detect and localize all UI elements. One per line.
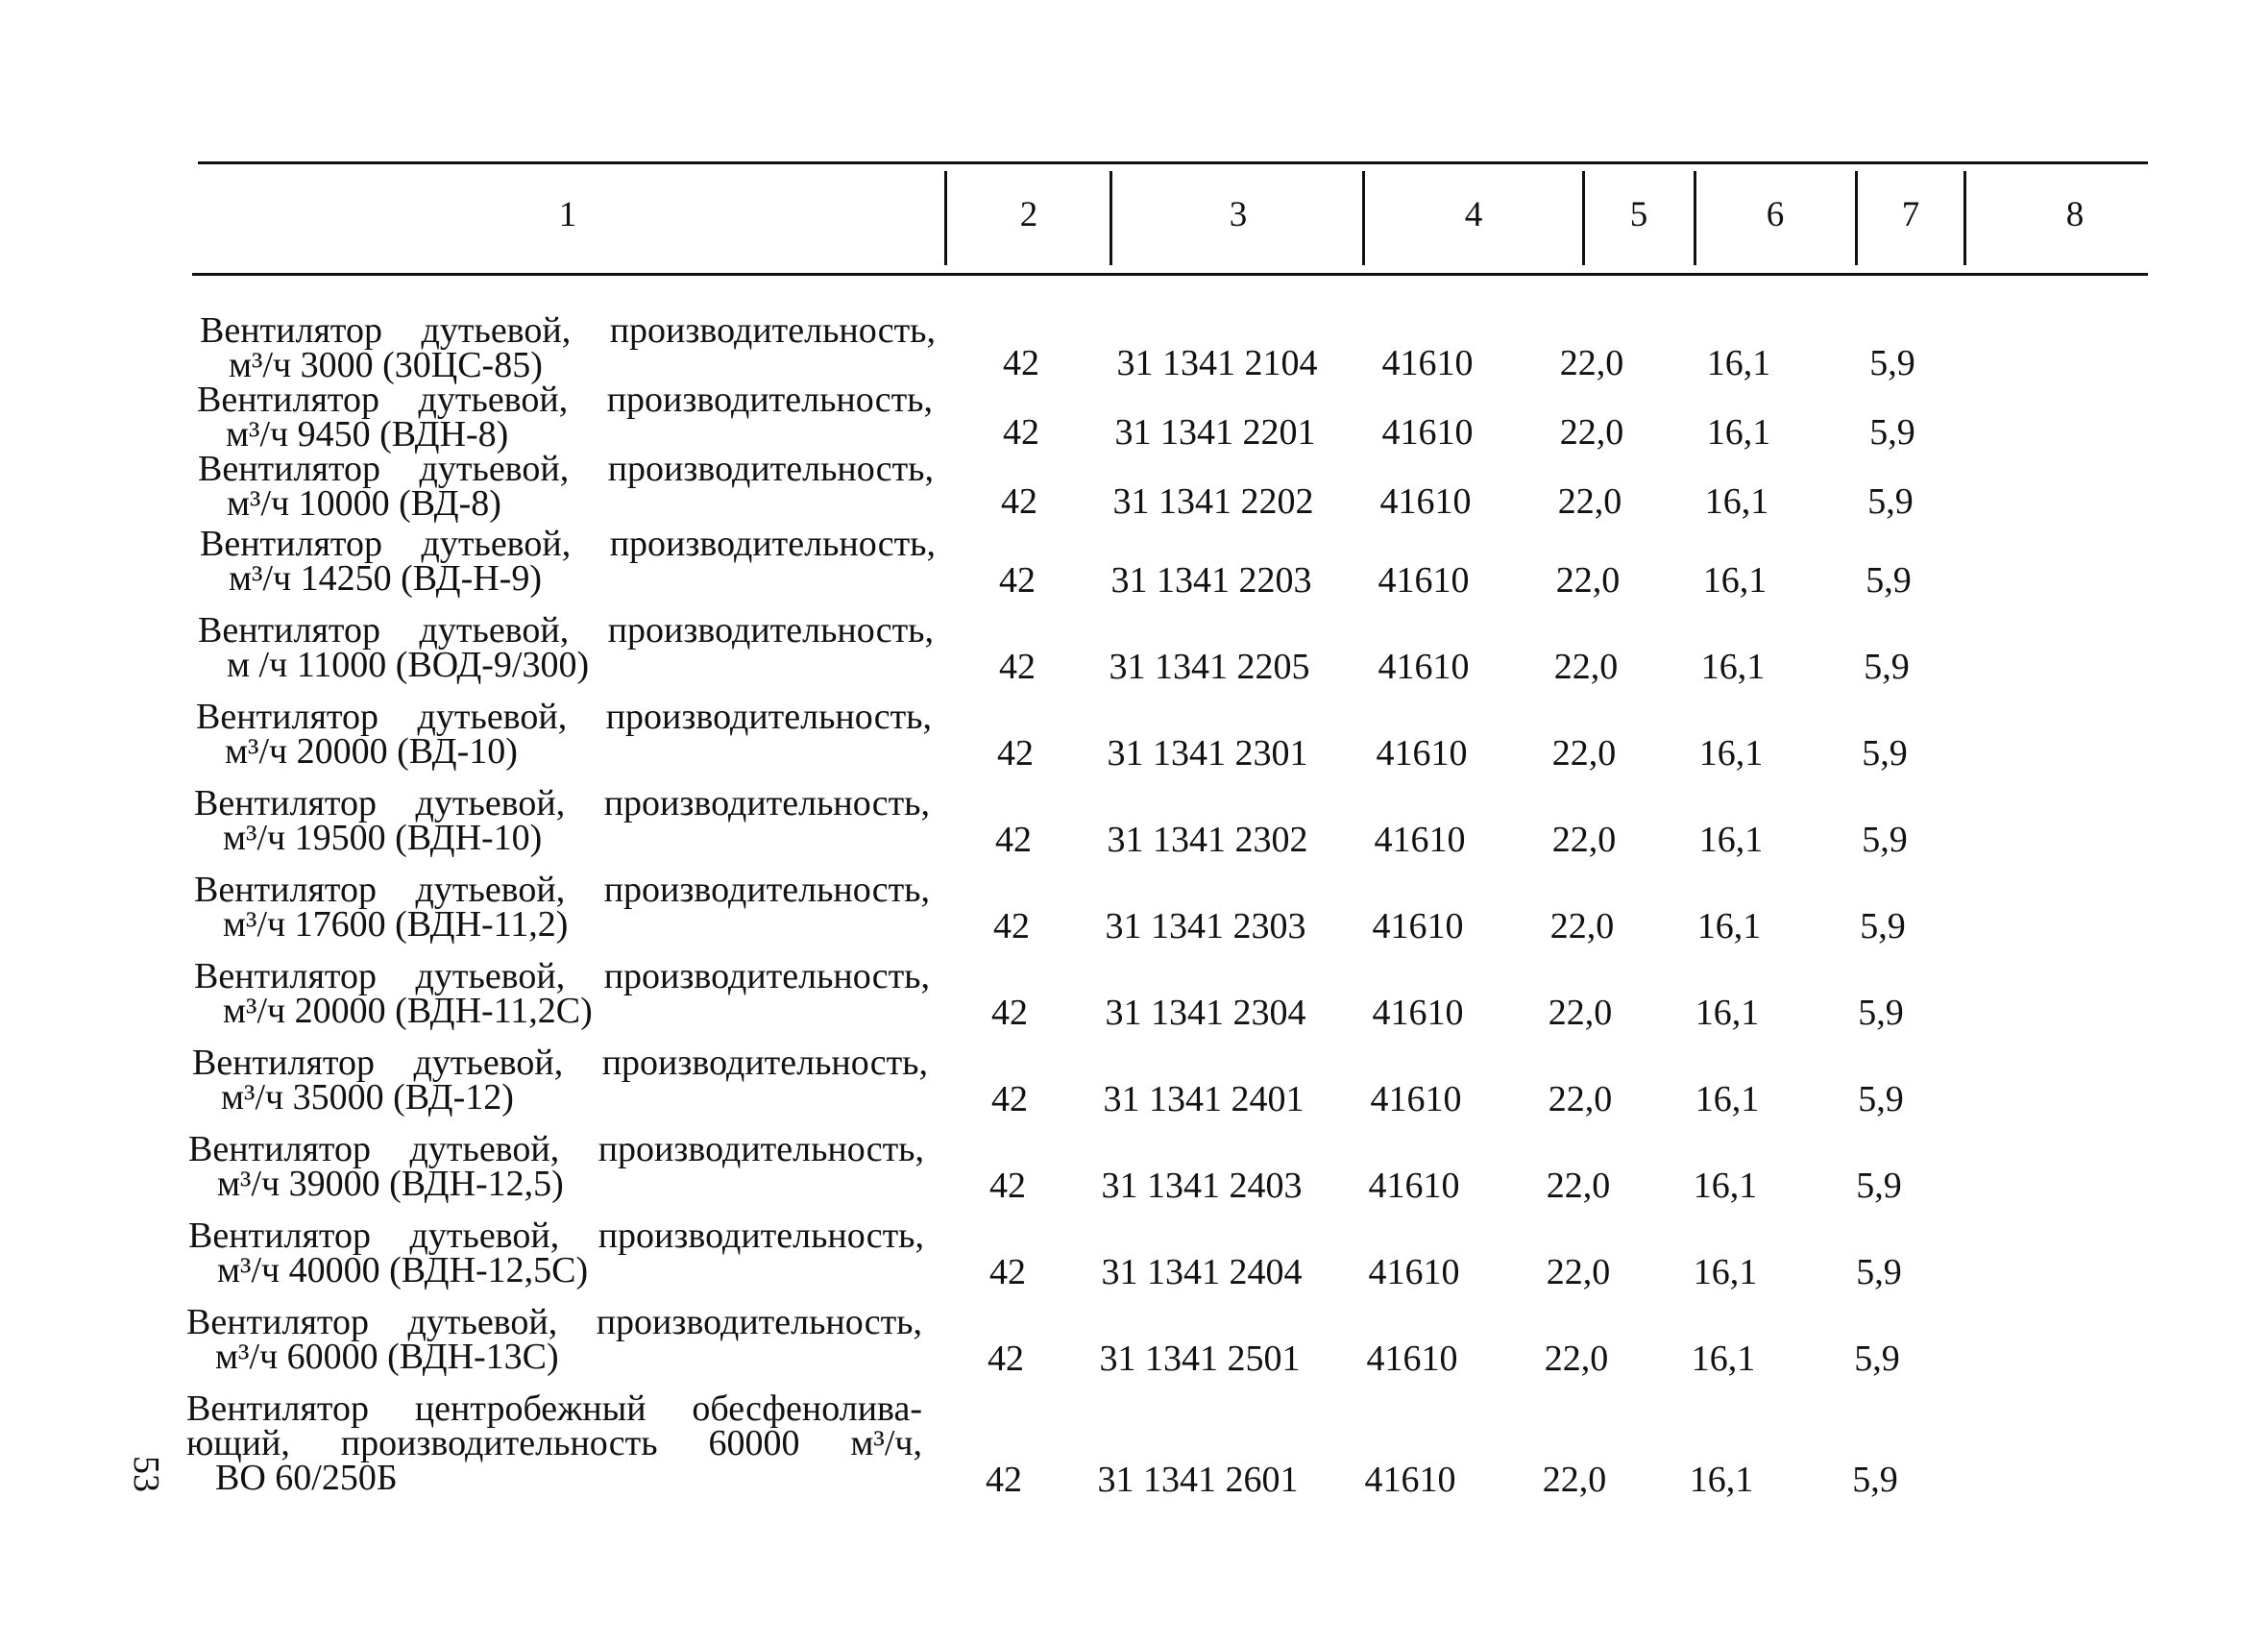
cell-col-3: 31 1341 2201 bbox=[1114, 412, 1316, 453]
name-line: Вентилятор дутьевой, производительность, bbox=[196, 697, 932, 737]
cell-col-2: 42 bbox=[988, 1339, 1024, 1379]
cell-col-7: 5,9 bbox=[1854, 1339, 1900, 1379]
table-top-rule bbox=[198, 161, 2148, 164]
equipment-name bbox=[197, 382, 933, 452]
cell-col-4: 41610 bbox=[1366, 1339, 1458, 1379]
cell-col-6: 16,1 bbox=[1689, 1460, 1754, 1500]
equipment-name bbox=[186, 1388, 922, 1498]
name-line: м³/ч 9450 (ВДН-8) bbox=[226, 414, 509, 454]
cell-col-7: 5,9 bbox=[1862, 820, 1908, 860]
cell-col-2: 42 bbox=[991, 993, 1028, 1033]
name-line: Вентилятор дутьевой, производительность, bbox=[194, 870, 930, 910]
name-line: м /ч 11000 (ВОД-9/300) bbox=[227, 645, 590, 685]
cell-col-6: 16,1 bbox=[1706, 412, 1771, 453]
name-line: Вентилятор центробежный обесфенолива- bbox=[186, 1388, 922, 1429]
cell-col-7: 5,9 bbox=[1856, 1166, 1902, 1206]
cell-col-7: 5,9 bbox=[1864, 647, 1910, 687]
cell-col-4: 41610 bbox=[1372, 993, 1464, 1033]
cell-col-4: 41610 bbox=[1368, 1166, 1460, 1206]
cell-col-2: 42 bbox=[993, 906, 1030, 946]
cell-col-5: 22,0 bbox=[1548, 1079, 1613, 1119]
name-line: м³/ч 19500 (ВДН-10) bbox=[223, 818, 543, 858]
cell-col-7: 5,9 bbox=[1856, 1252, 1902, 1292]
column-header-1: 1 bbox=[558, 195, 577, 234]
name-line: Вентилятор дутьевой, производительность, bbox=[198, 610, 934, 651]
cell-col-5: 22,0 bbox=[1546, 1252, 1611, 1292]
cell-col-2: 42 bbox=[999, 560, 1036, 601]
cell-col-4: 41610 bbox=[1372, 906, 1464, 946]
cell-col-2: 42 bbox=[989, 1252, 1026, 1292]
name-line: м³/ч 40000 (ВДН-12,5С) bbox=[217, 1250, 589, 1290]
cell-col-5: 22,0 bbox=[1549, 906, 1615, 946]
cell-col-7: 5,9 bbox=[1866, 560, 1912, 601]
cell-col-3: 31 1341 2303 bbox=[1105, 906, 1306, 946]
cell-col-5: 22,0 bbox=[1559, 412, 1624, 453]
column-header-5: 5 bbox=[1629, 195, 1648, 234]
cell-col-5: 22,0 bbox=[1555, 560, 1621, 601]
name-line: Вентилятор дутьевой, производительность, bbox=[198, 449, 934, 489]
cell-col-7: 5,9 bbox=[1869, 412, 1915, 453]
cell-col-4: 41610 bbox=[1368, 1252, 1460, 1292]
equipment-name bbox=[194, 870, 930, 945]
name-line: Вентилятор дутьевой, производительность, bbox=[200, 310, 936, 351]
cell-col-2: 42 bbox=[995, 820, 1032, 860]
cell-col-6: 16,1 bbox=[1700, 647, 1766, 687]
equipment-name bbox=[200, 310, 936, 385]
cell-col-7: 5,9 bbox=[1867, 481, 1914, 522]
page-number: 53 bbox=[126, 1456, 166, 1492]
equipment-name bbox=[198, 449, 934, 524]
cell-col-2: 42 bbox=[1003, 343, 1039, 383]
cell-col-3: 31 1341 2104 bbox=[1116, 343, 1318, 383]
cell-col-3: 31 1341 2501 bbox=[1099, 1339, 1301, 1379]
cell-col-4: 41610 bbox=[1379, 481, 1472, 522]
cell-col-6: 16,1 bbox=[1698, 820, 1764, 860]
name-line: м³/ч 60000 (ВДН-13С) bbox=[215, 1337, 559, 1377]
cell-col-5: 22,0 bbox=[1551, 733, 1617, 774]
cell-col-4: 41610 bbox=[1378, 560, 1470, 601]
cell-col-3: 31 1341 2302 bbox=[1107, 820, 1308, 860]
cell-col-4: 41610 bbox=[1370, 1079, 1462, 1119]
name-line: м³/ч 20000 (ВДН-11,2С) bbox=[223, 991, 593, 1031]
cell-col-5: 22,0 bbox=[1551, 820, 1617, 860]
name-line: Вентилятор дутьевой, производительность, bbox=[194, 783, 930, 823]
cell-col-3: 31 1341 2403 bbox=[1101, 1166, 1303, 1206]
cell-col-3: 31 1341 2601 bbox=[1097, 1460, 1299, 1500]
cell-col-3: 31 1341 2304 bbox=[1105, 993, 1306, 1033]
name-line: Вентилятор дутьевой, производительность, bbox=[192, 1043, 928, 1083]
cell-col-7: 5,9 bbox=[1860, 906, 1906, 946]
name-line: м³/ч 35000 (ВД-12) bbox=[221, 1077, 514, 1118]
cell-col-5: 22,0 bbox=[1544, 1339, 1609, 1379]
column-header-3: 3 bbox=[1229, 195, 1248, 234]
column-header-2: 2 bbox=[1019, 195, 1038, 234]
column-header-8: 8 bbox=[2065, 195, 2085, 234]
name-line: м³/ч 39000 (ВДН-12,5) bbox=[217, 1164, 564, 1204]
cell-col-4: 41610 bbox=[1376, 733, 1468, 774]
equipment-name bbox=[196, 697, 932, 772]
cell-col-4: 41610 bbox=[1374, 820, 1466, 860]
cell-col-5: 22,0 bbox=[1546, 1166, 1611, 1206]
cell-col-4: 41610 bbox=[1378, 647, 1470, 687]
cell-col-2: 42 bbox=[1001, 481, 1037, 522]
cell-col-2: 42 bbox=[1003, 412, 1039, 453]
cell-col-7: 5,9 bbox=[1858, 993, 1904, 1033]
cell-col-3: 31 1341 2203 bbox=[1110, 560, 1312, 601]
cell-col-6: 16,1 bbox=[1706, 343, 1771, 383]
cell-col-4: 41610 bbox=[1381, 343, 1474, 383]
cell-col-2: 42 bbox=[989, 1166, 1026, 1206]
column-header-4: 4 bbox=[1464, 195, 1483, 234]
cell-col-5: 22,0 bbox=[1548, 993, 1613, 1033]
name-line: Вентилятор дутьевой, производительность, bbox=[194, 956, 930, 996]
table-header-rule bbox=[192, 273, 2148, 276]
name-line: ющий, производительность 60000 м³/ч, bbox=[186, 1423, 922, 1463]
cell-col-6: 16,1 bbox=[1691, 1339, 1756, 1379]
cell-col-4: 41610 bbox=[1381, 412, 1474, 453]
equipment-name bbox=[188, 1129, 924, 1204]
cell-col-6: 16,1 bbox=[1702, 560, 1768, 601]
name-line: Вентилятор дутьевой, производительность, bbox=[186, 1302, 922, 1342]
cell-col-5: 22,0 bbox=[1557, 481, 1622, 522]
cell-col-6: 16,1 bbox=[1696, 906, 1762, 946]
cell-col-6: 16,1 bbox=[1704, 481, 1769, 522]
equipment-name bbox=[194, 783, 930, 858]
name-line: м³/ч 20000 (ВД-10) bbox=[225, 731, 518, 772]
name-line: м³/ч 3000 (30ЦС-85) bbox=[229, 345, 543, 385]
equipment-name bbox=[200, 524, 936, 599]
equipment-name bbox=[188, 1218, 924, 1288]
cell-col-6: 16,1 bbox=[1693, 1166, 1758, 1206]
cell-col-3: 31 1341 2301 bbox=[1107, 733, 1308, 774]
cell-col-2: 42 bbox=[997, 733, 1034, 774]
cell-col-2: 42 bbox=[986, 1460, 1022, 1500]
column-header-7: 7 bbox=[1901, 195, 1920, 234]
cell-col-3: 31 1341 2401 bbox=[1103, 1079, 1305, 1119]
cell-col-2: 42 bbox=[991, 1079, 1028, 1119]
cell-col-7: 5,9 bbox=[1862, 733, 1908, 774]
name-line: Вентилятор дутьевой, производительность, bbox=[188, 1129, 924, 1169]
equipment-name bbox=[192, 1043, 928, 1118]
cell-col-5: 22,0 bbox=[1553, 647, 1619, 687]
name-line: м³/ч 10000 (ВД-8) bbox=[227, 483, 501, 524]
cell-col-3: 31 1341 2202 bbox=[1112, 481, 1314, 522]
cell-col-6: 16,1 bbox=[1698, 733, 1764, 774]
cell-col-3: 31 1341 2404 bbox=[1101, 1252, 1303, 1292]
name-line: Вентилятор дутьевой, производительность, bbox=[200, 524, 936, 564]
cell-col-2: 42 bbox=[999, 647, 1036, 687]
column-header-6: 6 bbox=[1766, 195, 1785, 234]
cell-col-7: 5,9 bbox=[1852, 1460, 1898, 1500]
cell-col-4: 41610 bbox=[1364, 1460, 1456, 1500]
name-line: Вентилятор дутьевой, производительность, bbox=[188, 1216, 924, 1256]
equipment-name bbox=[198, 610, 934, 685]
cell-col-6: 16,1 bbox=[1695, 993, 1760, 1033]
cell-col-6: 16,1 bbox=[1693, 1252, 1758, 1292]
equipment-name bbox=[186, 1302, 922, 1377]
name-line: ВО 60/250Б bbox=[215, 1458, 398, 1498]
cell-col-6: 16,1 bbox=[1695, 1079, 1760, 1119]
cell-col-5: 22,0 bbox=[1559, 343, 1624, 383]
cell-col-5: 22,0 bbox=[1542, 1460, 1607, 1500]
name-line: Вентилятор дутьевой, производительность, bbox=[197, 380, 933, 420]
cell-col-7: 5,9 bbox=[1869, 343, 1915, 383]
name-line: м³/ч 14250 (ВД-Н-9) bbox=[229, 558, 542, 599]
cell-col-3: 31 1341 2205 bbox=[1109, 647, 1310, 687]
equipment-name bbox=[194, 956, 930, 1031]
cell-col-7: 5,9 bbox=[1858, 1079, 1904, 1119]
name-line: м³/ч 17600 (ВДН-11,2) bbox=[223, 904, 569, 945]
